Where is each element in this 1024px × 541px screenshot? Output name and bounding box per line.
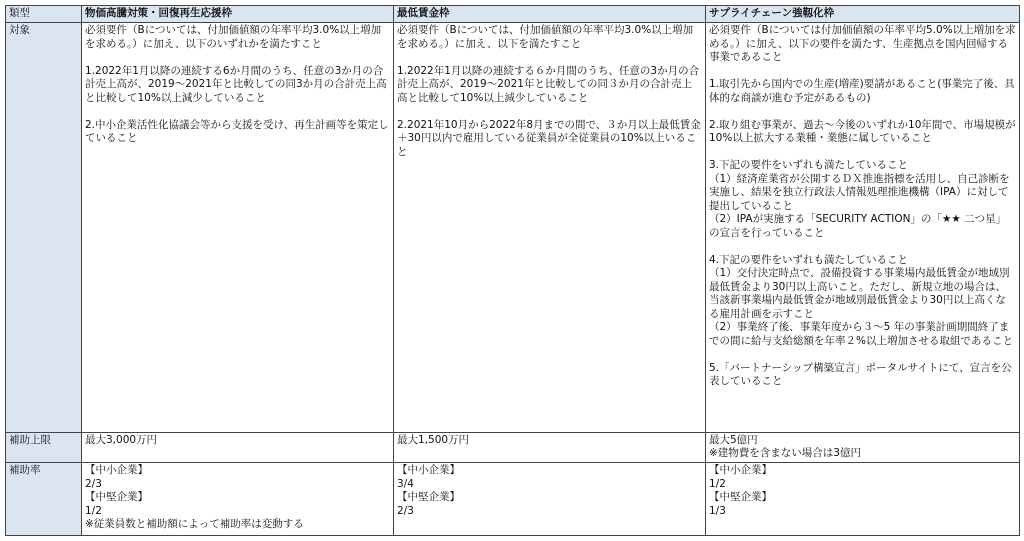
cell-target-supply-chain bbox=[706, 23, 1020, 433]
cell-rate-minimum-wage bbox=[394, 463, 706, 536]
row-label-subsidy-limit: 補助上限 bbox=[6, 432, 82, 463]
requirement-paragraph: 必須要件（Bについては、付加価値額の年率平均3.0%以上増加を求める。）に加え、以下を満たすこと bbox=[397, 24, 694, 50]
cell-target-price-recovery bbox=[82, 23, 394, 433]
limit-value: 最大5億円 bbox=[709, 433, 758, 446]
limit-value: 最大3,000万円 bbox=[85, 433, 158, 446]
rate-category-sme: 【中小企業】 bbox=[85, 464, 148, 477]
header-minimum-wage-frame: 最低賃金枠 bbox=[394, 6, 706, 23]
limit-note: ※建物費を含まない場合は3億円 bbox=[709, 447, 861, 460]
cell-rate-supply-chain bbox=[706, 463, 1020, 536]
cell-limit-supply-chain bbox=[706, 432, 1020, 463]
requirement-paragraph: 1.取引先から国内での生産(増産)要請があること(事業完了後、具体的な商談が進む予定があるもの) bbox=[709, 78, 1015, 104]
requirement-paragraph: 2.2021年10月から2022年8月までの間で、３か月以上最低賃金＋30円以内で雇用している従業員が全従業員の10%以上いること bbox=[397, 118, 701, 158]
rate-category-sme: 【中小企業】 bbox=[397, 464, 460, 477]
requirement-paragraph: 必須要件（Bについては付加価値額の年率平均5.0%以上増加を求める。）に加え、以下の要件を満たす、生産拠点を国内回帰する事業であること bbox=[709, 24, 1016, 63]
rate-value-midsize: 1/2 bbox=[85, 504, 102, 517]
cell-rate-price-recovery bbox=[82, 463, 394, 536]
rate-value-sme: 2/3 bbox=[85, 477, 102, 490]
row-label-target: 対象 bbox=[6, 23, 82, 433]
table-row-target bbox=[6, 23, 1020, 433]
rate-value-sme: 1/2 bbox=[709, 477, 726, 490]
header-supply-chain-frame: サプライチェーン強靱化枠 bbox=[706, 6, 1020, 23]
requirement-paragraph: 必須要件（Bについては、付加価値額の年率平均3.0%以上増加を求める。）に加え、以下のいずれかを満たすこと bbox=[85, 24, 382, 50]
rate-value-midsize: 1/3 bbox=[709, 504, 726, 517]
rate-category-midsize: 【中堅企業】 bbox=[85, 491, 148, 504]
row-label-subsidy-rate: 補助率 bbox=[6, 463, 82, 536]
table-row-subsidy-rate bbox=[6, 463, 1020, 536]
cell-limit-minimum-wage bbox=[394, 432, 706, 463]
requirement-paragraph: 1.2022年1月以降の連続する6か月間のうち、任意の3か月の合計売上高が、2019～2021年と比較しての同3か月の合計売上高と比較して10%以上減少していること bbox=[85, 64, 387, 104]
rate-value-sme: 3/4 bbox=[397, 477, 414, 490]
requirement-paragraph: 5.「パートナーシップ構築宣言」ポータルサイトにて、宣言を公表していること bbox=[709, 361, 1012, 387]
cell-limit-price-recovery bbox=[82, 432, 394, 463]
header-row bbox=[6, 6, 1020, 23]
limit-value: 最大1,500万円 bbox=[397, 433, 470, 446]
rate-note: ※従業員数と補助額によって補助率は変動する bbox=[85, 518, 304, 531]
rate-category-sme: 【中小企業】 bbox=[709, 464, 772, 477]
rate-category-midsize: 【中堅企業】 bbox=[397, 491, 460, 504]
requirement-paragraph: 1.2022年1月以降の連続する６か月間のうち、任意の3か月の合計売上高が、2019～2021年と比較しての同３か月の合計売上高と比較して10%以上減少していること bbox=[397, 64, 700, 104]
cell-target-minimum-wage bbox=[394, 23, 706, 433]
subsidy-comparison-table bbox=[5, 5, 1020, 536]
header-type: 類型 bbox=[6, 6, 82, 23]
requirement-paragraph: 4.下記の要件をいずれも満たしていること （1）交付決定時点で、設備投資する事業場内最低賃金が地域別最低賃金より30円以上高いこと。ただし、新規立地の場合は、当該新事業場内最低賃金が地域別最低賃金より30円以上高くなる雇用計画を示すこと （2）事業終了後、事業年度から３～5 年の事業計画期間終了までの間に給与支給総額を年率２%以上増加させる取組であること bbox=[709, 253, 1013, 347]
requirement-paragraph: 2.中小企業活性化協議会等から支援を受け、再生計画等を策定していること bbox=[85, 118, 389, 144]
rate-category-midsize: 【中堅企業】 bbox=[709, 491, 772, 504]
requirement-paragraph: 2.取り組む事業が、過去～今後のいずれか10年間で、市場規模が10%以上拡大する業種・業態に属していること bbox=[709, 118, 1016, 144]
header-price-recovery-frame: 物価高騰対策・回復再生応援枠 bbox=[82, 6, 394, 23]
requirement-paragraph: 3.下記の要件をいずれも満たしていること （1）経済産業省が公開するＤＸ推進指標を活用し、自己診断を実施し、結果を独立行政法人情報処理推進機構（IPA）に対して提出していること （2）IPAが実施する「SECURITY ACTION」の「★★ 二つ星」の宣言を行っていること bbox=[709, 159, 1010, 239]
rate-value-midsize: 2/3 bbox=[397, 504, 414, 517]
table-row-subsidy-limit bbox=[6, 432, 1020, 463]
